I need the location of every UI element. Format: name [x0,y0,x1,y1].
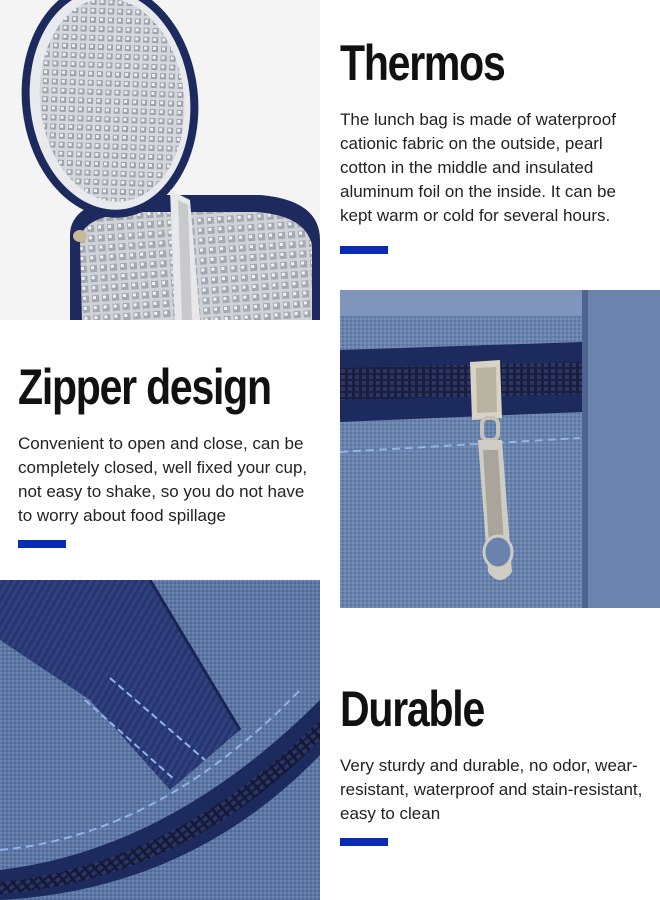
section-zipper [18,359,323,528]
strap-closeup-photo [0,580,320,900]
section-description: Convenient to open and close, can be completely closed, well fixed your cup, not easy to shake, so you do not have to worry about food spillage [18,434,308,525]
section-title: Zipper design [18,359,271,415]
section-thermos [340,35,650,228]
zipper-closeup-photo [340,290,660,608]
accent-bar [18,540,66,548]
section-description: Very sturdy and durable, no odor, wear-resistant, waterproof and stain-resistant, easy to clean [340,756,643,823]
accent-bar [340,838,388,846]
section-title: Durable [340,681,485,737]
section-durable [340,681,645,826]
section-title: Thermos [340,35,505,91]
accent-bar [340,246,388,254]
section-description: The lunch bag is made of waterproof cationic fabric on the outside, pearl cotton in the middle and insulated aluminum foil on the inside. It can be kept warm or cold for several hours. [340,110,616,225]
foil-lining-photo [0,0,320,320]
